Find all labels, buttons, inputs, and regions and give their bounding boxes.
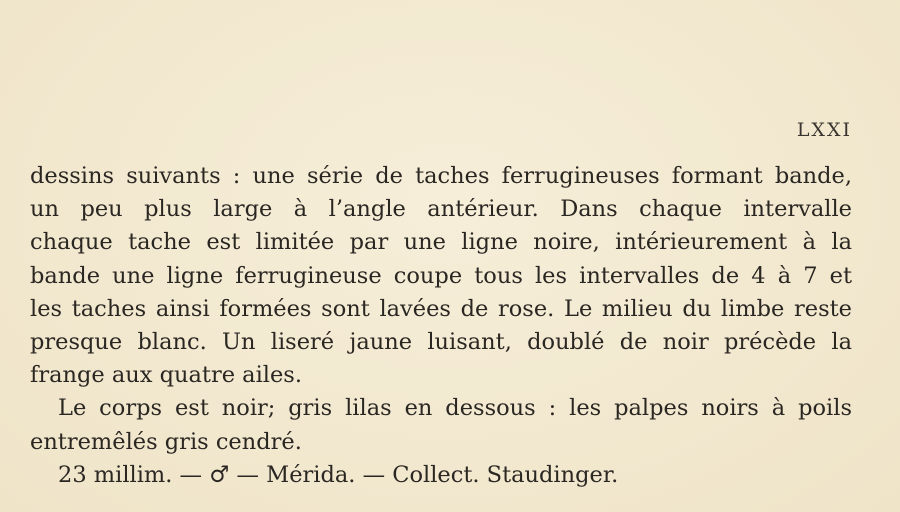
- paragraph-body: [30, 392, 852, 458]
- paragraph-specimen: [30, 459, 852, 492]
- text-line: entremêlés gris cendré.: [30, 428, 302, 455]
- page-number: LXXI: [796, 119, 852, 141]
- text-line: les taches ainsi formées sont lavées de rose. Le milieu du limbe reste: [30, 295, 852, 322]
- text-line: un peu plus large à l’angle antérieur. Dans chaque intervalle: [30, 196, 852, 223]
- text-line: Le corps est noir; gris lilas en dessous : les palpes noirs à poils: [58, 395, 852, 422]
- text-line: chaque tache est limitée par une ligne noire, intérieurement à la: [30, 229, 852, 256]
- text-line: bande une ligne ferrugineuse coupe tous les intervalles de 4 à 7 et: [30, 262, 852, 289]
- text-line: dessins suivants : une série de taches ferrugineuses formant bande,: [30, 163, 852, 189]
- text-line: frange aux quatre ailes.: [30, 362, 302, 389]
- paragraph-description: [30, 160, 852, 392]
- body-text: [30, 160, 852, 492]
- text-line: 23 millim. — ♂ — Mérida. — Collect. Staudinger.: [58, 461, 619, 488]
- text-line: presque blanc. Un liseré jaune luisant, doublé de noir précède la: [30, 328, 852, 355]
